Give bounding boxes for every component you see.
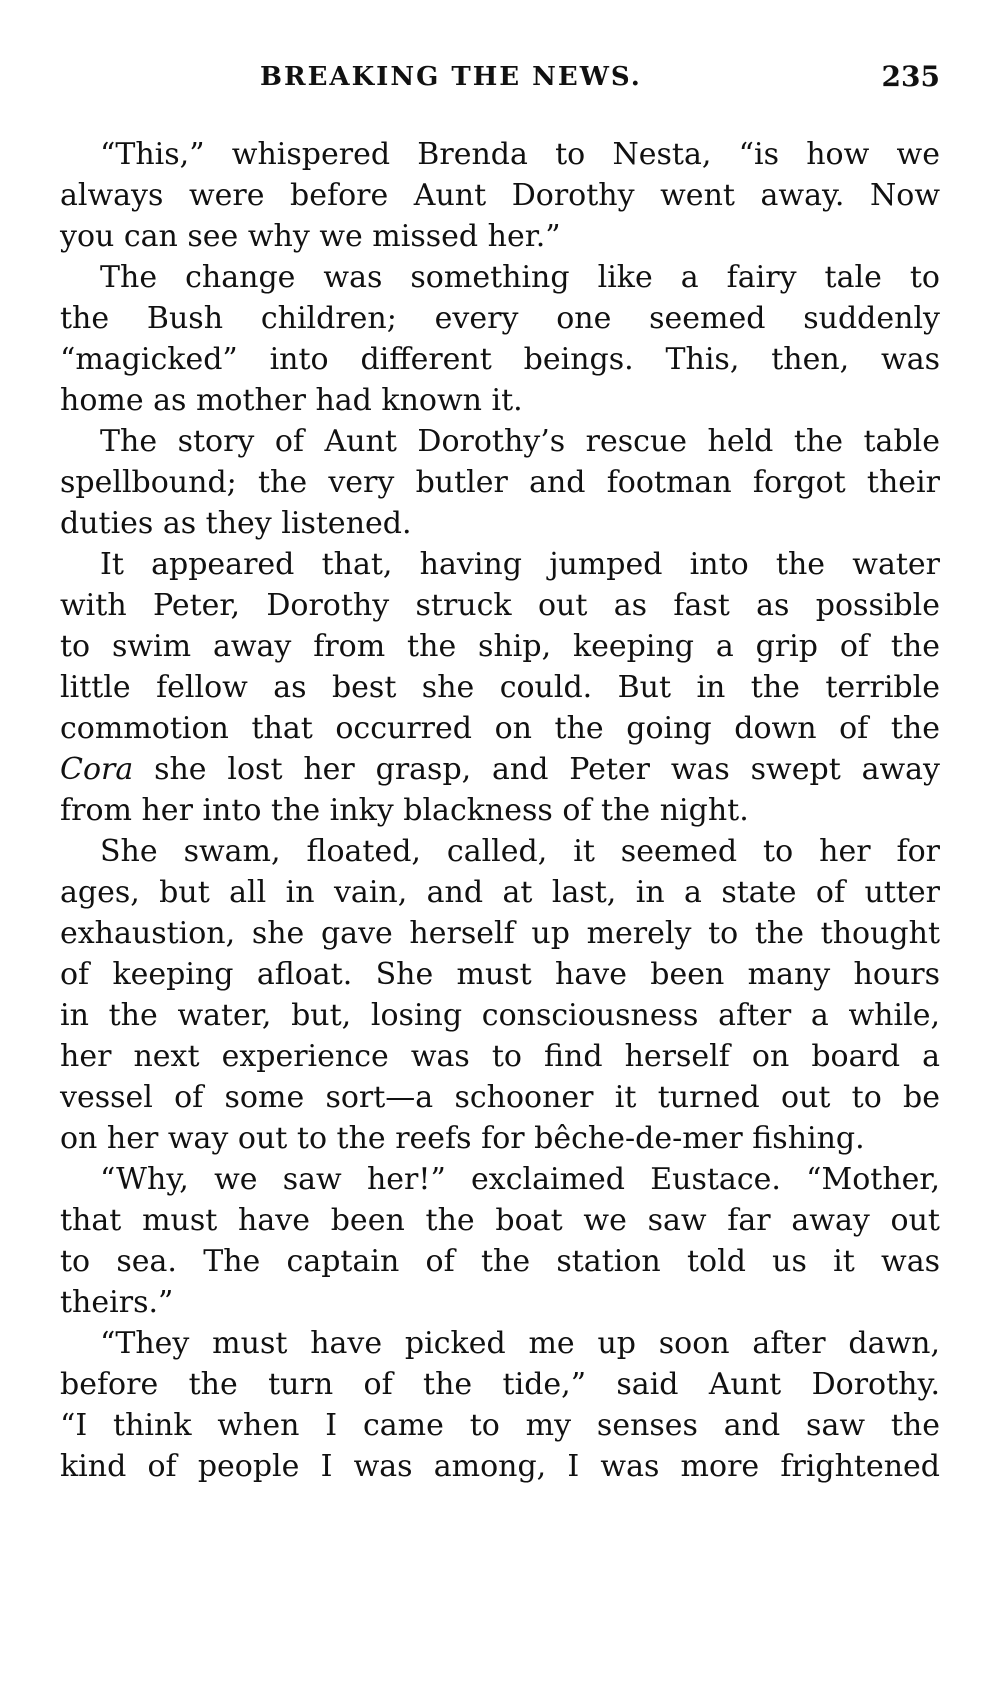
book-page bbox=[60, 52, 940, 1672]
text-line: “They must have picked me up soon after dawn, bbox=[100, 1326, 940, 1361]
paragraph-4 bbox=[60, 544, 940, 831]
italic-ship-name: Cora bbox=[60, 752, 134, 787]
text-line: commotion that occurred on the going down of the bbox=[60, 711, 940, 746]
text-line: She swam, floated, called, it seemed to her for bbox=[100, 834, 940, 869]
text-line: little fellow as best she could. But in the terrible bbox=[60, 670, 940, 705]
text-line: home as mother had known it. bbox=[60, 383, 523, 418]
text-line-rest: she lost her grasp, and Peter was swept away bbox=[154, 752, 940, 787]
text-line: “magicked” into different beings. This, then, was bbox=[60, 342, 940, 377]
text-line: to sea. The captain of the station told us it was bbox=[60, 1244, 940, 1279]
text-line: “I think when I came to my senses and saw the bbox=[60, 1408, 940, 1443]
text-line: of keeping afloat. She must have been many hours bbox=[60, 957, 940, 992]
text-line: from her into the inky blackness of the night. bbox=[60, 793, 749, 828]
text-line: to swim away from the ship, keeping a grip of the bbox=[60, 629, 940, 664]
paragraph-5 bbox=[60, 831, 940, 1159]
paragraph-6 bbox=[60, 1159, 940, 1323]
text-line: the Bush children; every one seemed suddenly bbox=[60, 301, 940, 336]
body-text bbox=[60, 134, 940, 1487]
running-header bbox=[60, 52, 940, 112]
page-number: 235 bbox=[881, 60, 940, 93]
text-line: spellbound; the very butler and footman forgot their bbox=[60, 465, 940, 500]
text-line: The story of Aunt Dorothy’s rescue held the table bbox=[100, 424, 940, 459]
text-line: duties as they listened. bbox=[60, 506, 412, 541]
text-line: on her way out to the reefs for bêche-de-mer fishing. bbox=[60, 1121, 865, 1156]
text-line: ages, but all in vain, and at last, in a state of utter bbox=[60, 875, 940, 910]
text-line-with-italic bbox=[60, 749, 940, 790]
paragraph-7 bbox=[60, 1323, 940, 1487]
paragraph-1 bbox=[60, 134, 940, 257]
text-line: “Why, we saw her!” exclaimed Eustace. “Mother, bbox=[100, 1162, 940, 1197]
text-line: theirs.” bbox=[60, 1285, 174, 1320]
text-line: that must have been the boat we saw far away out bbox=[60, 1203, 940, 1238]
text-line: with Peter, Dorothy struck out as fast as possible bbox=[60, 588, 940, 623]
running-title: BREAKING THE NEWS. bbox=[260, 62, 642, 92]
text-line: kind of people I was among, I was more frightened bbox=[60, 1449, 940, 1484]
paragraph-2 bbox=[60, 257, 940, 421]
text-line: you can see why we missed her.” bbox=[60, 219, 561, 254]
paragraph-3 bbox=[60, 421, 940, 544]
text-line: “This,” whispered Brenda to Nesta, “is how we bbox=[100, 137, 940, 172]
text-line: exhaustion, she gave herself up merely to the thought bbox=[60, 916, 940, 951]
text-line: It appeared that, having jumped into the water bbox=[100, 547, 940, 582]
text-line: in the water, but, losing consciousness after a while, bbox=[60, 998, 940, 1033]
text-line: before the turn of the tide,” said Aunt Dorothy. bbox=[60, 1367, 940, 1402]
text-line: vessel of some sort—a schooner it turned out to be bbox=[60, 1080, 940, 1115]
text-line: The change was something like a fairy tale to bbox=[100, 260, 940, 295]
text-line: always were before Aunt Dorothy went away. Now bbox=[60, 178, 940, 213]
text-line: her next experience was to find herself on board a bbox=[60, 1039, 940, 1074]
